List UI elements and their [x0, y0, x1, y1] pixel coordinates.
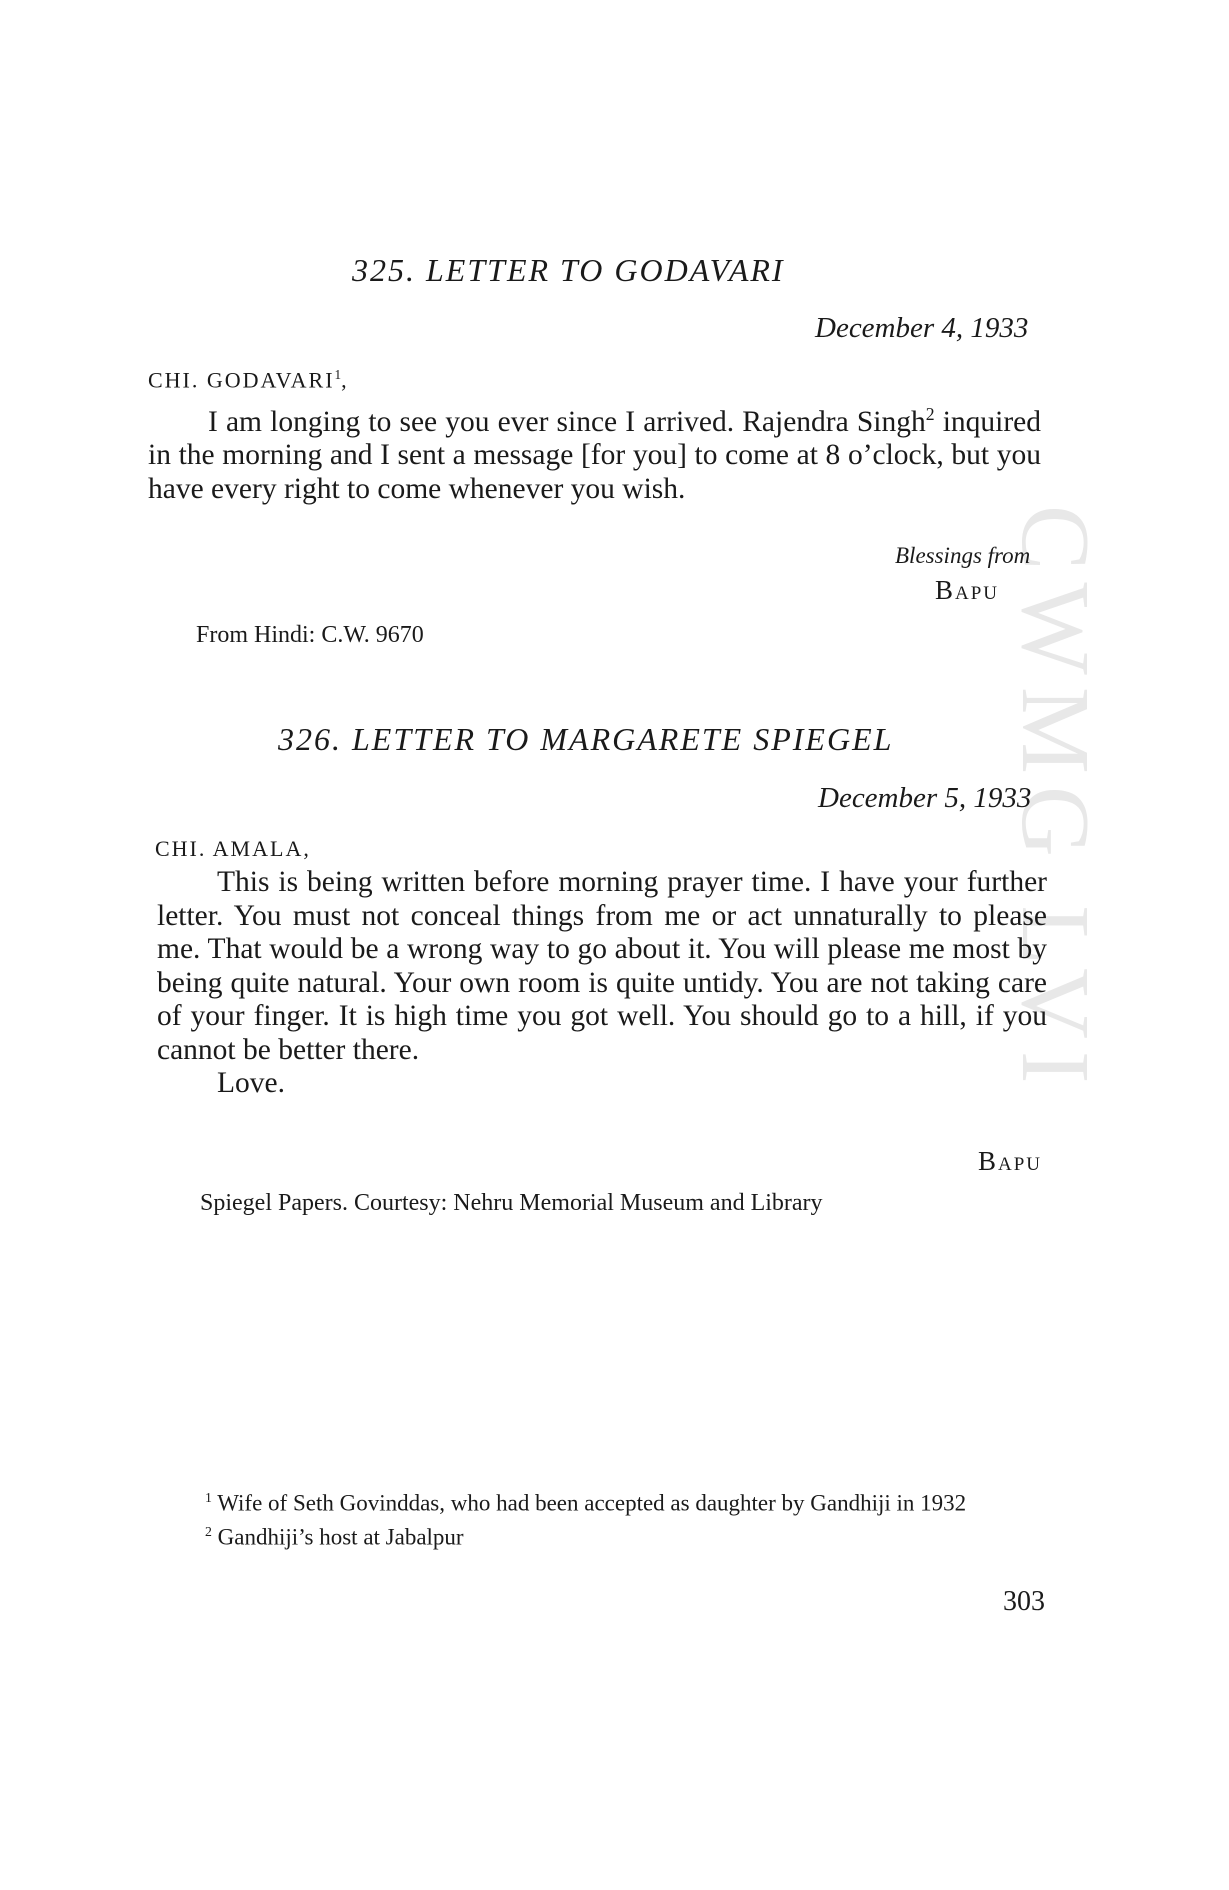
letter-326-body: This is being written before morning prayer time. I have your further letter. You must not conceal things from me or act unnaturally to please me. That would be a wrong way to go about it. You will please me most by being quite natural. Your own room is quite untidy. You are not taking care of your finger. It is high time you got well. You should go to a hill, if you cannot be better there. Love.: [157, 866, 1047, 1099]
watermark: CWMG LVI: [1001, 505, 1109, 1096]
footnote-1: $^1$ Wife of Seth Govinddas, who had been accepted as daughter by Gandhiji in 1932: [205, 1490, 967, 1516]
letter-326-salutation: CHI. AMALA,: [155, 836, 311, 861]
footnotes: [165, 1484, 1053, 1551]
letter-325-salutation: CHI. GODAVARI$^1$,: [148, 367, 349, 393]
page-number: 303: [1003, 1586, 1045, 1617]
letter-325-source: From Hindi: C.W. 9670: [196, 622, 424, 648]
letter-325-signature: Bapu: [935, 575, 1000, 605]
letter-325-heading: 325. LETTER TO GODAVARI: [352, 252, 785, 288]
letter-326-heading: 326. LETTER TO MARGARETE SPIEGEL: [278, 721, 894, 757]
letter-325-date: December 4, 1933: [815, 312, 1029, 344]
letter-325-body: I am longing to see you ever since I arrived. Rajendra Singh$^2$ inquired in the morning and I sent a message [for you] to come at 8 o’clock, but you have every right to come whenever you wish.: [148, 404, 1041, 505]
letter-326-source: Spiegel Papers. Courtesy: Nehru Memorial Museum and Library: [200, 1190, 823, 1216]
letter-325-closing: Blessings from: [895, 543, 1031, 568]
letter-326-date: December 5, 1933: [818, 782, 1032, 814]
letter-326-signature: Bapu: [978, 1146, 1043, 1176]
footnote-2: $^2$ Gandhiji’s host at Jabalpur: [205, 1523, 464, 1550]
letter-326-love: Love.: [217, 1067, 285, 1099]
